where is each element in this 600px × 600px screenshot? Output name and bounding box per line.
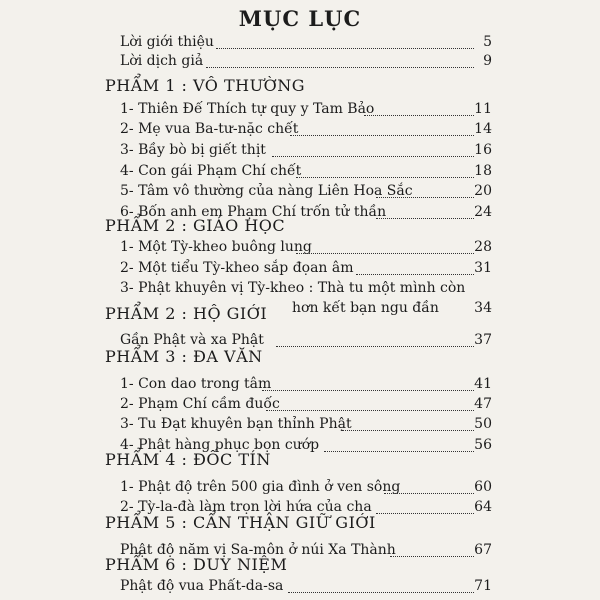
toc-entry-label: 4- Phật hàng phục bọn cướp — [120, 437, 320, 453]
dot-leader — [384, 493, 474, 494]
toc-entry-page: 41 — [474, 376, 492, 392]
toc-entry — [120, 119, 492, 139]
toc-entry-page: 31 — [474, 260, 492, 276]
dot-leader — [296, 177, 474, 178]
toc-entry-page: 64 — [474, 499, 492, 515]
toc-entry-label: 1- Phật độ trên 500 gia đình ở ven sông — [120, 479, 401, 495]
section-heading: PHẨM 1 : VÔ THƯỜNG — [105, 76, 305, 95]
toc-entry-page: 47 — [474, 396, 492, 412]
dot-leader — [290, 135, 474, 136]
section-heading: PHẨM 5 : CẨN THẬN GIỮ GIỚI — [105, 513, 376, 532]
toc-entry-label: Phật độ vua Phất-da-sa — [120, 578, 284, 594]
toc-entry-page: 14 — [474, 121, 492, 137]
toc-entry-page: 20 — [474, 183, 492, 199]
toc-entry-label: hơn kết bạn ngu đần — [292, 300, 439, 316]
dot-leader — [376, 197, 474, 198]
toc-entry — [120, 181, 492, 201]
section-heading: PHẨM 2 : HỘ GIỚI — [105, 304, 268, 323]
toc-entry-label: 2- Mẹ vua Ba-tư-nặc chết — [120, 121, 299, 137]
toc-entry-label: 6- Bốn anh em Phạm Chí trốn tử thần — [120, 204, 387, 220]
toc-entry — [120, 278, 492, 298]
dot-leader — [272, 156, 474, 157]
toc-entry-label: 2- Phạm Chí cầm đuốc — [120, 396, 280, 412]
dot-leader — [390, 556, 474, 557]
toc-entry-label: 5- Tâm vô thường của nàng Liên Hoa Sắc — [120, 183, 413, 199]
toc-entry-label: 4- Con gái Phạm Chí chết — [120, 163, 302, 179]
toc-entry-label: 1- Thiên Đế Thích tự quy y Tam Bảo — [120, 101, 375, 117]
dot-leader — [276, 346, 474, 347]
dot-leader — [356, 274, 474, 275]
toc-entry — [120, 140, 492, 160]
toc-entry — [120, 576, 492, 596]
section-heading: PHẨM 2 : GIÁO HỌC — [105, 216, 286, 235]
dot-leader — [376, 218, 474, 219]
toc-entry — [120, 32, 492, 52]
toc-entry-label: 2- Tỳ-la-đà làm trọn lời hứa của cha — [120, 499, 372, 515]
dot-leader — [262, 390, 474, 391]
toc-entry-label: Lời dịch giả — [120, 53, 204, 69]
toc-entry-page: 71 — [474, 578, 492, 594]
toc-entry-page: 11 — [474, 101, 492, 117]
toc-entry — [120, 394, 492, 414]
dot-leader — [266, 410, 474, 411]
toc-entry-page: 9 — [483, 53, 492, 69]
dot-leader — [288, 592, 474, 593]
dot-leader — [342, 430, 474, 431]
dot-leader — [206, 67, 474, 68]
toc-entry-page: 16 — [474, 142, 492, 158]
toc-entry — [120, 161, 492, 181]
toc-entry-page: 24 — [474, 204, 492, 220]
toc-entry-page: 37 — [474, 332, 492, 348]
toc-entry-label: 3- Phật khuyên vị Tỳ-kheo : Thà tu một mình còn — [120, 280, 466, 296]
section-heading: PHẨM 4 : ĐỐC TÍN — [105, 450, 271, 469]
toc-entry-page: 67 — [474, 542, 492, 558]
toc-entry-label: 2- Một tiểu Tỳ-kheo sắp đọan âm — [120, 260, 354, 276]
toc-entry-page: 28 — [474, 239, 492, 255]
page-title: MỤC LỤC — [238, 6, 362, 31]
toc-entry — [120, 237, 492, 257]
dot-leader — [324, 451, 474, 452]
toc-entry-label: 1- Một Tỳ-kheo buông lung — [120, 239, 312, 255]
toc-entry-page: 18 — [474, 163, 492, 179]
toc-entry — [120, 414, 492, 434]
toc-entry-label: Gần Phật và xa Phật — [120, 332, 264, 348]
dot-leader — [296, 253, 474, 254]
toc-entry — [120, 258, 492, 278]
dot-leader — [376, 513, 474, 514]
toc-entry — [120, 99, 492, 119]
toc-entry — [120, 374, 492, 394]
toc-entry-page: 50 — [474, 416, 492, 432]
toc-entry-page: 5 — [483, 34, 492, 50]
dot-leader — [216, 48, 474, 49]
toc-entry-label: 3- Tu Đạt khuyên bạn thỉnh Phật — [120, 416, 352, 432]
toc-entry — [120, 51, 492, 71]
toc-entry-label: Lời giới thiệu — [120, 34, 214, 50]
toc-entry-page: 56 — [474, 437, 492, 453]
toc-entry-label: 1- Con dao trong tâm — [120, 376, 272, 392]
toc-entry-page: 34 — [474, 300, 492, 316]
toc-entry-label: 3- Bầy bò bị giết thịt — [120, 142, 266, 158]
toc-entry — [120, 477, 492, 497]
section-heading: PHẨM 3 : ĐA VĂN — [105, 347, 263, 366]
toc-entry-page: 60 — [474, 479, 492, 495]
dot-leader — [364, 115, 474, 116]
toc-entry-label: Phật độ năm vị Sa-môn ở núi Xa Thành — [120, 542, 396, 558]
section-heading: PHẨM 6 : DUY NIỆM — [105, 555, 288, 574]
toc-entry — [292, 298, 492, 318]
